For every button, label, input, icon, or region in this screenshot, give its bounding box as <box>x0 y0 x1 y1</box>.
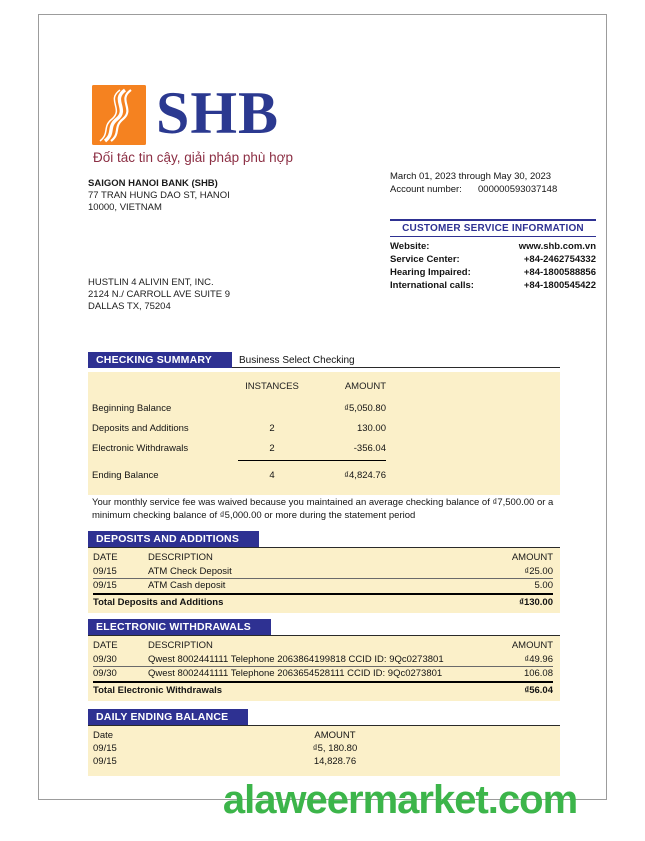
cs-mid-rule <box>390 236 596 237</box>
withdrawals-title-bar: ELECTRONIC WITHDRAWALS <box>88 619 271 635</box>
account-number-row <box>390 184 557 197</box>
withdrawal-row <box>93 653 553 667</box>
summary-amount: 130.00 <box>356 422 386 434</box>
daily-balance-row <box>93 755 560 768</box>
deposits-title-bar: DEPOSITS AND ADDITIONS <box>88 531 259 547</box>
checking-summary-title-bar: CHECKING SUMMARY <box>88 352 232 368</box>
total-label: Total Deposits and Additions <box>93 597 224 608</box>
summary-instances: 4 <box>269 469 275 481</box>
cs-value: +84-2462754332 <box>523 254 596 265</box>
col-date: DATE <box>93 640 118 651</box>
txn-date: 09/30 <box>93 668 117 679</box>
summary-label: Deposits and Additions <box>92 422 189 434</box>
checking-summary-subtitle: Business Select Checking <box>232 352 560 368</box>
balance-date: 09/15 <box>93 743 117 754</box>
summary-label: Ending Balance <box>92 469 159 481</box>
total-label: Total Electronic Withdrawals <box>93 685 223 696</box>
cs-label: International calls: <box>390 280 474 291</box>
balance-amount: ₫5, 180.80 <box>312 743 358 754</box>
cs-label: Website: <box>390 241 430 252</box>
summary-amount: ₫5,050.80 <box>344 402 386 414</box>
shb-logo-icon <box>92 85 146 145</box>
summary-header-row <box>88 379 560 398</box>
bank-address-block <box>88 178 230 214</box>
cs-value: www.shb.com.vn <box>518 241 596 252</box>
daily-balance-row <box>93 742 560 755</box>
summary-label: Electronic Withdrawals <box>92 442 189 454</box>
txn-description: Qwest 8002441111 Telephone 2063864199818 CCID ID: 9Qc0273801 <box>148 654 444 665</box>
summary-instances <box>238 403 306 414</box>
statement-info <box>390 171 557 196</box>
cs-label: Service Center: <box>390 254 460 265</box>
customer-service-box <box>390 219 596 292</box>
account-number-value: 000000593037148 <box>478 183 558 195</box>
col-description: DESCRIPTION <box>148 640 213 651</box>
col-date: Date <box>93 730 114 741</box>
txn-date: 09/15 <box>93 566 117 577</box>
withdrawals-section <box>88 619 560 701</box>
txn-amount: ₫49.96 <box>524 654 553 665</box>
daily-balance-table <box>88 726 560 776</box>
balance-date: 09/15 <box>93 756 117 767</box>
daily-header-row <box>93 729 560 742</box>
account-number-label: Account number: <box>390 183 462 195</box>
summary-amount: -356.04 <box>306 443 386 461</box>
deposits-table <box>88 548 560 613</box>
bank-address-line1: 77 TRAN HUNG DAO ST, HANOI <box>88 190 230 201</box>
deposits-section <box>88 531 560 613</box>
summary-instances: 2 <box>269 422 275 434</box>
col-amount: AMOUNT <box>511 552 553 563</box>
checking-summary-section <box>88 352 560 495</box>
brand-wordmark: SHB <box>156 80 280 146</box>
withdrawal-row <box>93 667 553 680</box>
fee-waiver-note: Your monthly service fee was waived because you maintained an average checking balance of ₫7,500.00 or a minimum checking balance of ₫5,000.00 or more during the statement period <box>92 497 554 521</box>
bank-address-line2: 10000, VIETNAM <box>88 202 162 213</box>
total-amount: ₫130.00 <box>519 597 553 608</box>
watermark-text: alaweermarket.com <box>222 778 578 822</box>
txn-description: ATM Check Deposit <box>148 566 232 577</box>
shb-logo <box>92 80 280 146</box>
cs-title: CUSTOMER SERVICE INFORMATION <box>402 223 584 234</box>
col-date: DATE <box>93 552 118 563</box>
statement-period: March 01, 2023 through May 30, 2023 <box>390 171 552 182</box>
txn-description: ATM Cash deposit <box>148 580 226 591</box>
daily-balance-title-bar: DAILY ENDING BALANCE <box>88 709 248 725</box>
withdrawals-table <box>88 636 560 701</box>
bank-name: SAIGON HANOI BANK (SHB) <box>88 178 218 189</box>
cs-label: Hearing Impaired: <box>390 267 471 278</box>
deposit-row <box>93 579 553 592</box>
txn-description: Qwest 8002441111 Telephone 2063654528111 CCID ID: 9Qc0273801 <box>148 668 443 679</box>
cs-value: +84-1800588856 <box>523 267 596 278</box>
deposits-header <box>88 531 560 548</box>
txn-amount: 5.00 <box>534 580 553 591</box>
total-amount: ₫56.04 <box>524 685 553 696</box>
checking-summary-header <box>88 352 560 368</box>
summary-row-beginning-balance <box>88 398 560 418</box>
customer-address-line1: 2124 N./ CARROLL AVE SUITE 9 <box>88 289 231 300</box>
summary-row-deposits <box>88 418 560 438</box>
cs-row-service-center <box>390 253 596 266</box>
col-amount: AMOUNT <box>344 381 386 392</box>
txn-amount: ₫25.00 <box>524 566 553 577</box>
withdrawals-total-row <box>93 681 553 698</box>
txn-date: 09/30 <box>93 654 117 665</box>
summary-label: Beginning Balance <box>92 402 172 414</box>
col-instances: INSTANCES <box>245 381 299 392</box>
summary-instances: 2 <box>238 443 306 461</box>
customer-address-line2: DALLAS TX, 75204 <box>88 301 171 312</box>
cs-row-international <box>390 279 596 292</box>
deposits-header-row <box>93 550 553 565</box>
balance-amount: 14,828.76 <box>313 756 357 767</box>
brand-tagline: Đối tác tin cậy, giải pháp phù hợp <box>93 150 293 165</box>
summary-row-ending-balance <box>88 465 560 485</box>
txn-amount: 106.08 <box>523 668 553 679</box>
deposit-row <box>93 565 553 579</box>
col-amount: AMOUNT <box>314 730 356 741</box>
withdrawals-header-row <box>93 638 553 653</box>
cs-row-hearing-impaired <box>390 266 596 279</box>
customer-name: HUSTLIN 4 ALIVIN ENT, INC. <box>88 277 214 288</box>
txn-date: 09/15 <box>93 580 117 591</box>
daily-balance-section <box>88 709 560 776</box>
cs-value: +84-1800545422 <box>523 280 596 291</box>
checking-summary-table <box>88 372 560 495</box>
daily-balance-header <box>88 709 560 726</box>
deposits-total-row <box>93 593 553 610</box>
customer-address-block <box>88 277 230 313</box>
summary-row-withdrawals <box>88 438 560 465</box>
cs-row-website <box>390 240 596 253</box>
col-description: DESCRIPTION <box>148 552 213 563</box>
withdrawals-header <box>88 619 560 636</box>
summary-amount: ₫4,824.76 <box>344 469 386 481</box>
col-amount: AMOUNT <box>511 640 553 651</box>
